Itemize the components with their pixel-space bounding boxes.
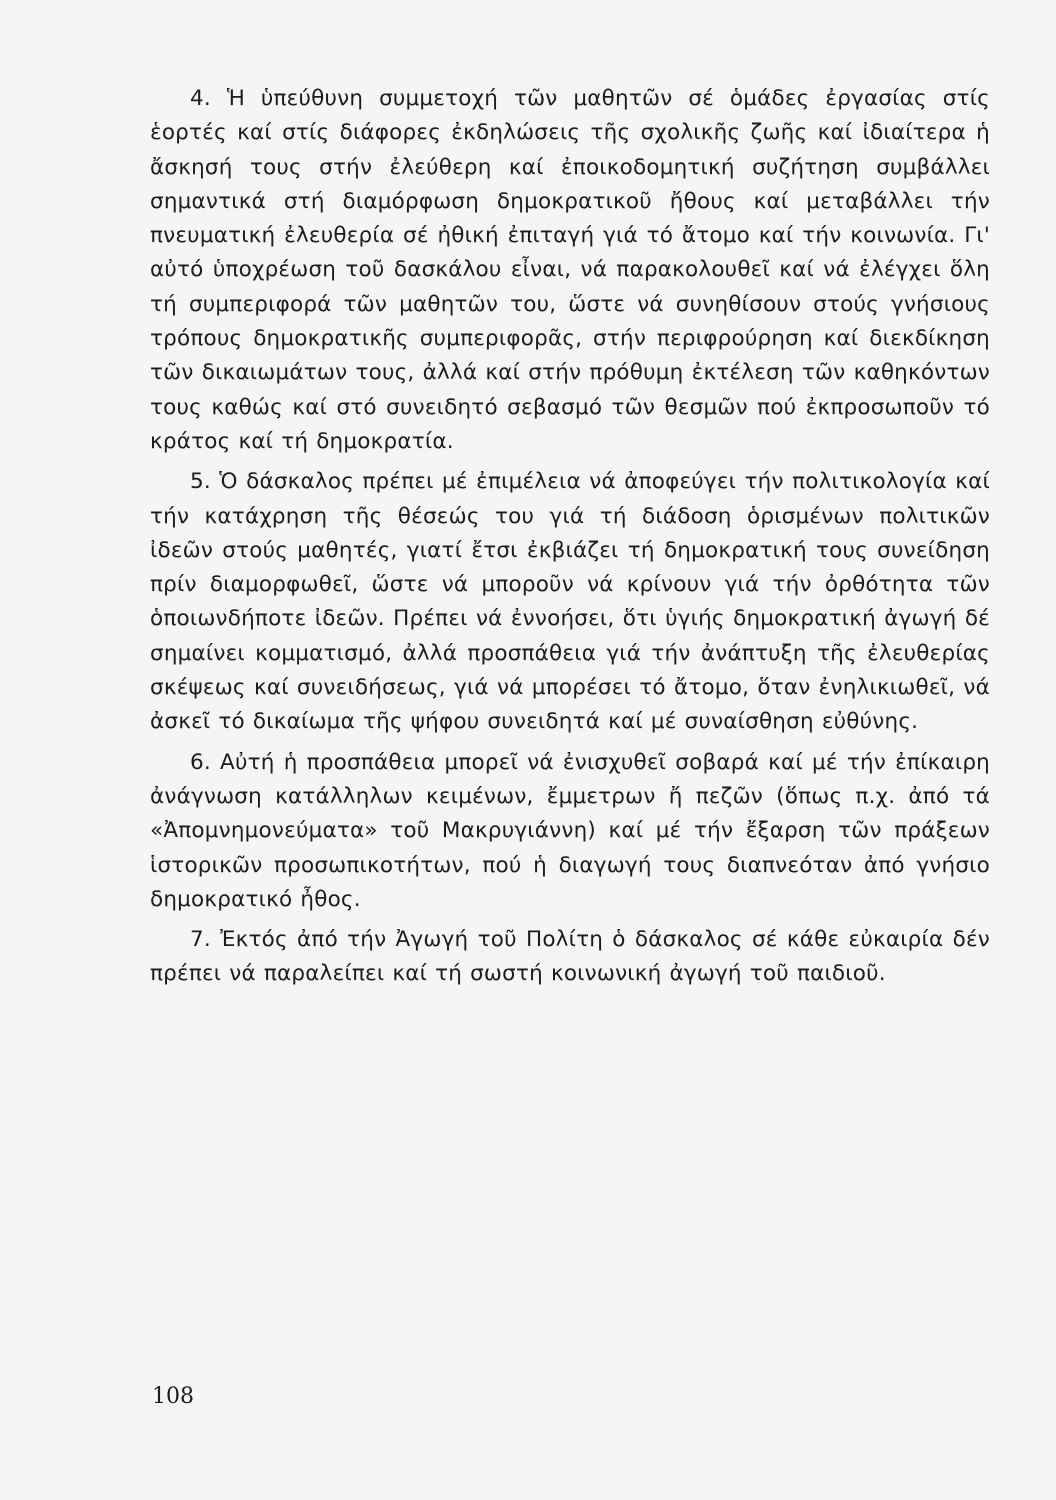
paragraph-4: 4. Ἡ ὑπεύθυνη συμμετοχή τῶν μαθητῶν σέ ὁμάδες ἐργασίας στίς ἑορτές καί στίς διάφορες ἐκδηλώσεις τῆς σχολικῆς ζωῆς καί ἰδιαίτερα ἡ ἄσκησή τους στήν ἐλεύθερη καί ἐποικοδομητική συζήτηση συμβάλλει σημαντικά στή διαμόρφωση δημοκρατικοῦ ἤθους καί μεταβάλλει τήν πνευματική ἐλευθερία σέ ἠθική ἐπιταγή γιά τό ἄτομο καί τήν κοινωνία. Γι' αὐτό ὑποχρέωση τοῦ δασκάλου εἶναι, νά παρακολουθεῖ καί νά ἐλέγχει ὅλη τή συμπεριφορά τῶν μαθητῶν του, ὥστε νά συνηθίσουν στούς γνήσιους τρόπους δημοκρατικῆς συμπεριφορᾶς, στήν περιφρούρηση καί διεκδίκηση τῶν δικαιωμάτων τους, ἀλλά καί στήν πρόθυμη ἐκτέλεση τῶν καθηκόντων τους καθώς καί στό συνειδητό σεβασμό τῶν θεσμῶν πού ἐκπροσωποῦν τό κράτος καί τή δημοκρατία. <box>150 86 990 454</box>
paragraph-7: 7. Ἐκτός ἀπό τήν Ἀγωγή τοῦ Πολίτη ὁ δάσκαλος σέ κάθε εὐκαιρία δέν πρέπει νά παραλείπει καί τή σωστή κοινωνική ἀγωγή τοῦ παιδιοῦ. <box>150 927 990 987</box>
paragraph-5: 5. Ὁ δάσκαλος πρέπει μέ ἐπιμέλεια νά ἀποφεύγει τήν πολιτικολογία καί τήν κατάχρηση τῆς θέσεώς του γιά τή διάδοση ὁρισμένων πολιτικῶν ἰδεῶν στούς μαθητές, γιατί ἔτσι ἐκβιάζει τή δημοκρατική τους συνείδηση πρίν διαμορφωθεῖ, ὥστε νά μποροῦν νά κρίνουν γιά τήν ὀρθότητα τῶν ὁποιωνδήποτε ἰδεῶν. Πρέπει νά ἐννοήσει, ὅτι ὑγιής δημοκρατική ἀγωγή δέ σημαίνει κομματισμό, ἀλλά προσπάθεια γιά τήν ἀνάπτυξη τῆς ἐλευθερίας σκέψεως καί συνειδήσεως, γιά νά μπορέσει τό ἄτομο, ὅταν ἐνηλικιωθεῖ, νά ἀσκεῖ τό δικαίωμα τῆς ψήφου συνειδητά καί μέ συναίσθηση εὐθύνης. <box>150 469 990 735</box>
body-text <box>150 82 990 992</box>
page-number: 108 <box>152 1384 194 1409</box>
paragraph-6: 6. Αὐτή ἡ προσπάθεια μπορεῖ νά ἐνισχυθεῖ σοβαρά καί μέ τήν ἐπίκαιρη ἀνάγνωση κατάλληλων κειμένων, ἔμμετρων ἤ πεζῶν (ὅπως π.χ. ἀπό τά «Ἀπομνημονεύματα» τοῦ Μακρυγιάννη) καί μέ τήν ἔξαρση τῶν πράξεων ἱστορικῶν προσωπικοτήτων, πού ἡ διαγωγή τους διαπνεόταν ἀπό γνήσιο δημοκρατικό ἦθος. <box>150 749 990 912</box>
